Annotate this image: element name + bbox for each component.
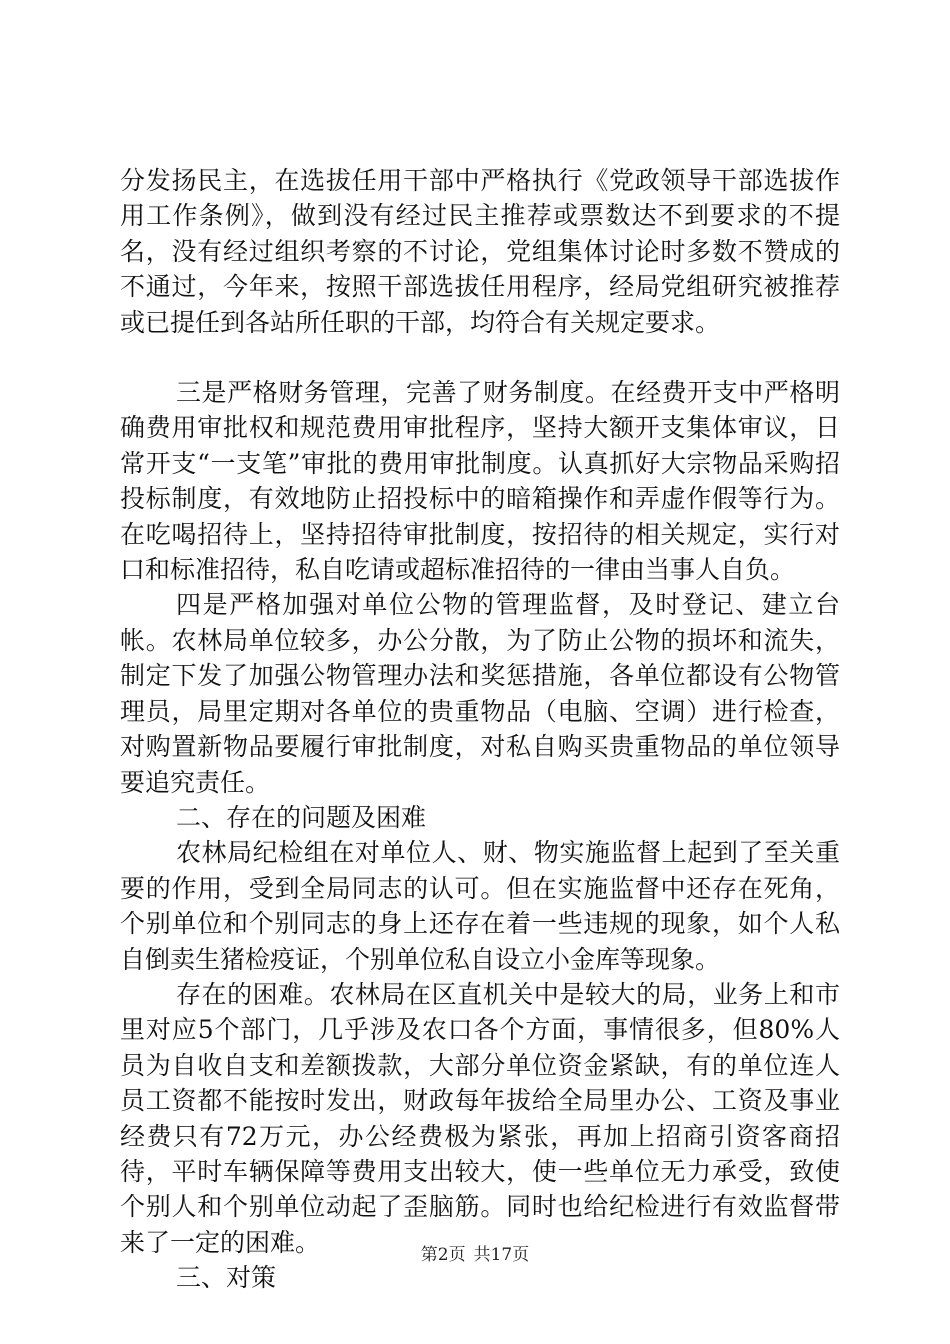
paragraph-public-property-supervision: 四是严格加强对单位公物的管理监督，及时登记、建立台帐。农林局单位较多，办公分散，为了防止公物的损坏和流失，制定下发了加强公物管理办法和奖惩措施，各单位都设有公物管理员，局里定期对各单位的贵重物品（电脑、空调）进行检查，对购置新物品要履行审批制度，对私自购买贵重物品的单位领导要追究责任。 [120,590,840,797]
page-footer [0,1244,950,1266]
paragraph-problems: 农林局纪检组在对单位人、财、物实施监督上起到了至关重要的作用，受到全局同志的认可。但在实施监督中还存在死角，个别单位和个别同志的身上还存在着一些违规的现象，如个人私自倒卖生猪检疫证，个别单位私自设立小金库等现象。 [120,838,840,974]
section-heading-countermeasures: 三、对策 [176,1263,277,1293]
paragraph-financial-management: 三是严格财务管理，完善了财务制度。在经费开支中严格明确费用审批权和规范费用审批程序，坚持大额开支集体审议，日常开支“一支笔”审批的费用审批制度。认真抓好大宗物品采购招投标制度，有效地防止招投标中的暗箱操作和弄虚作假等行为。在吃喝招待上，坚持招待审批制度，按招待的相关规定，实行对口和标准招待，私自吃请或超标准招待的一律由当事人自负。 [120,378,840,585]
page-total: 共17页 [473,1245,530,1265]
page-number: 第2页 [420,1245,466,1265]
paragraph-gap [120,340,840,375]
paragraph-democratic-selection: 分发扬民主，在选拔任用干部中严格执行《党政领导干部选拔作用工作条例》，做到没有经过民主推荐或票数达不到要求的不提名，没有经过组织考察的不讨论，党组集体讨论时多数不赞成的不通过，今年来，按照干部选拔任用程序，经局党组研究被推荐或已提任到各站所任职的干部，均符合有关规定要求。 [120,166,840,337]
paragraph-difficulties: 存在的困难。农林局在区直机关中是较大的局，业务上和市里对应5个部门，几乎涉及农口各个方面，事情很多，但80%人员为自收自支和差额拨款，大部分单位资金紧缺，有的单位连人员工资都不能按时发出，财政每年拔给全局里办公、工资及事业经费只有72万元，办公经费极为紧张，再加上招商引资客商招待，平时车辆保障等费用支出较大，使一些单位无力承受，致使个别人和个别单位动起了歪脑筋。同时也给纪检进行有效监督带来了一定的困难。 [120,979,840,1257]
section-heading-problems: 二、存在的问题及困难 [176,802,427,832]
document-body [120,163,840,1296]
